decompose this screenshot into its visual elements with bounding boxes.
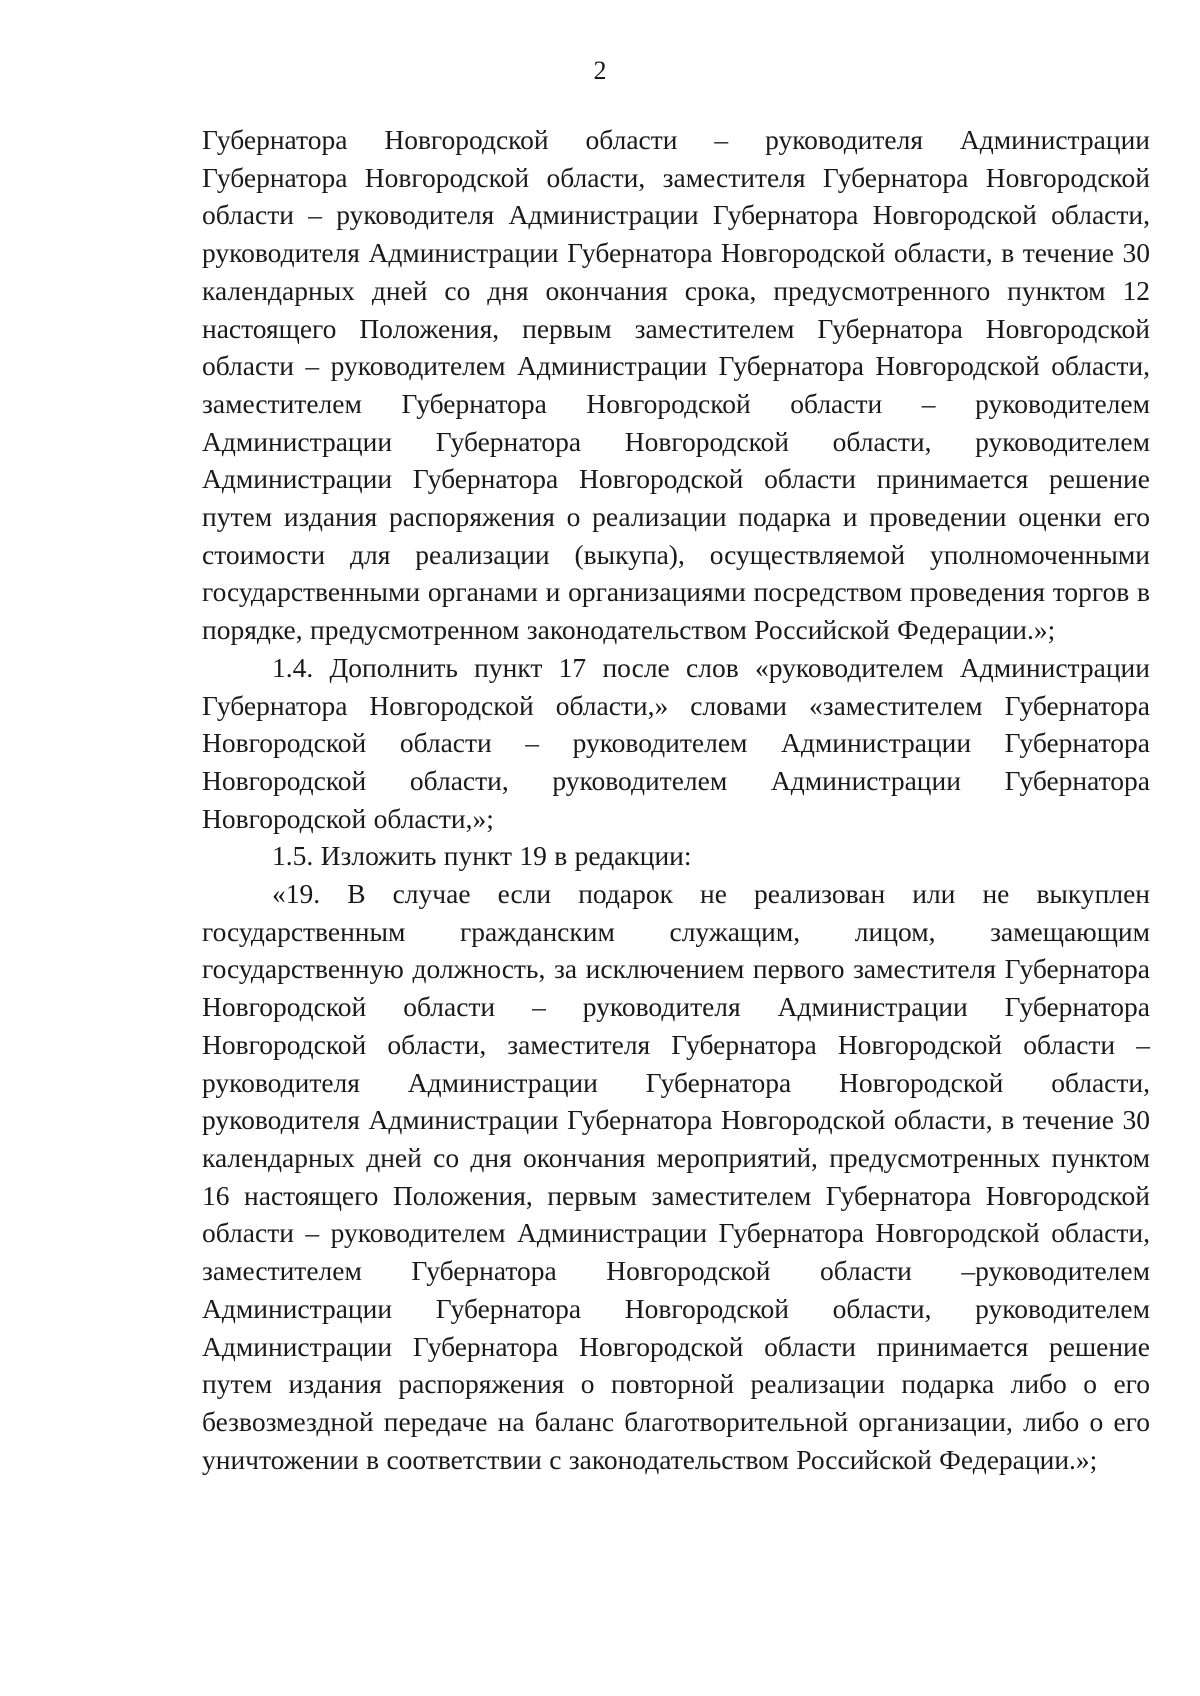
paragraph-item-1-4: 1.4. Дополнить пункт 17 после слов «руководителем Администрации Губернатора Новгородской области,» словами «заместителем Губернатора Новгородской области – руководителем Администрации Губернатора Новгородской области, руководителем Администрации Губернатора Новгородской области,»; xyxy=(202,651,1150,834)
document-body xyxy=(202,121,1150,1478)
paragraph-clause-19: «19. В случае если подарок не реализован или не выкуплен государственным гражданским служащим, лицом, замещающим государственную должность, за исключением первого заместителя Губернатора Новгородской области – руководителя Администрации Губернатора Новгородской области, заместителя Губернатора Новгородской области – руководителя Администрации Губернатора Новгородской области, руководителя Администрации Губернатора Новгородской области, в течение 30 календарных дней со дня окончания мероприятий, предусмотренных пунктом 16 настоящего Положения, первым заместителем Губернатора Новгородской области – руководителем Администрации Губернатора Новгородской области, заместителем Губернатора Новгородской области –руководителем Администрации Губернатора Новгородской области, руководителем Администрации Губернатора Новгородской области принимается решение путем издания распоряжения о повторной реализации подарка либо о его безвозмездной передаче на баланс благотворительной организации, либо о его уничтожении в соответствии с законодательством Российской Федерации.»; xyxy=(202,878,1150,1475)
paragraph-continuation: Губернатора Новгородской области – руководителя Администрации Губернатора Новгородской области, заместителя Губернатора Новгородской области – руководителя Администрации Губернатора Новгородской области, руководителя Администрации Губернатора Новгородской области, в течение 30 календарных дней со дня окончания срока, предусмотренного пунктом 12 настоящего Положения, первым заместителем Губернатора Новгородской области – руководителем Администрации Губернатора Новгородской области, заместителем Губернатора Новгородской области – руководителем Администрации Губернатора Новгородской области, руководителем Администрации Губернатора Новгородской области принимается решение путем издания распоряжения о реализации подарка и проведении оценки его стоимости для реализации (выкупа), осуществляемой уполномоченными государственными органами и организациями посредством проведения торгов в порядке, предусмотренном законодательством Российской Федерации.»; xyxy=(202,124,1150,646)
paragraph-item-1-5: 1.5. Изложить пункт 19 в редакции: xyxy=(272,840,692,872)
page-number: 2 xyxy=(593,56,607,85)
